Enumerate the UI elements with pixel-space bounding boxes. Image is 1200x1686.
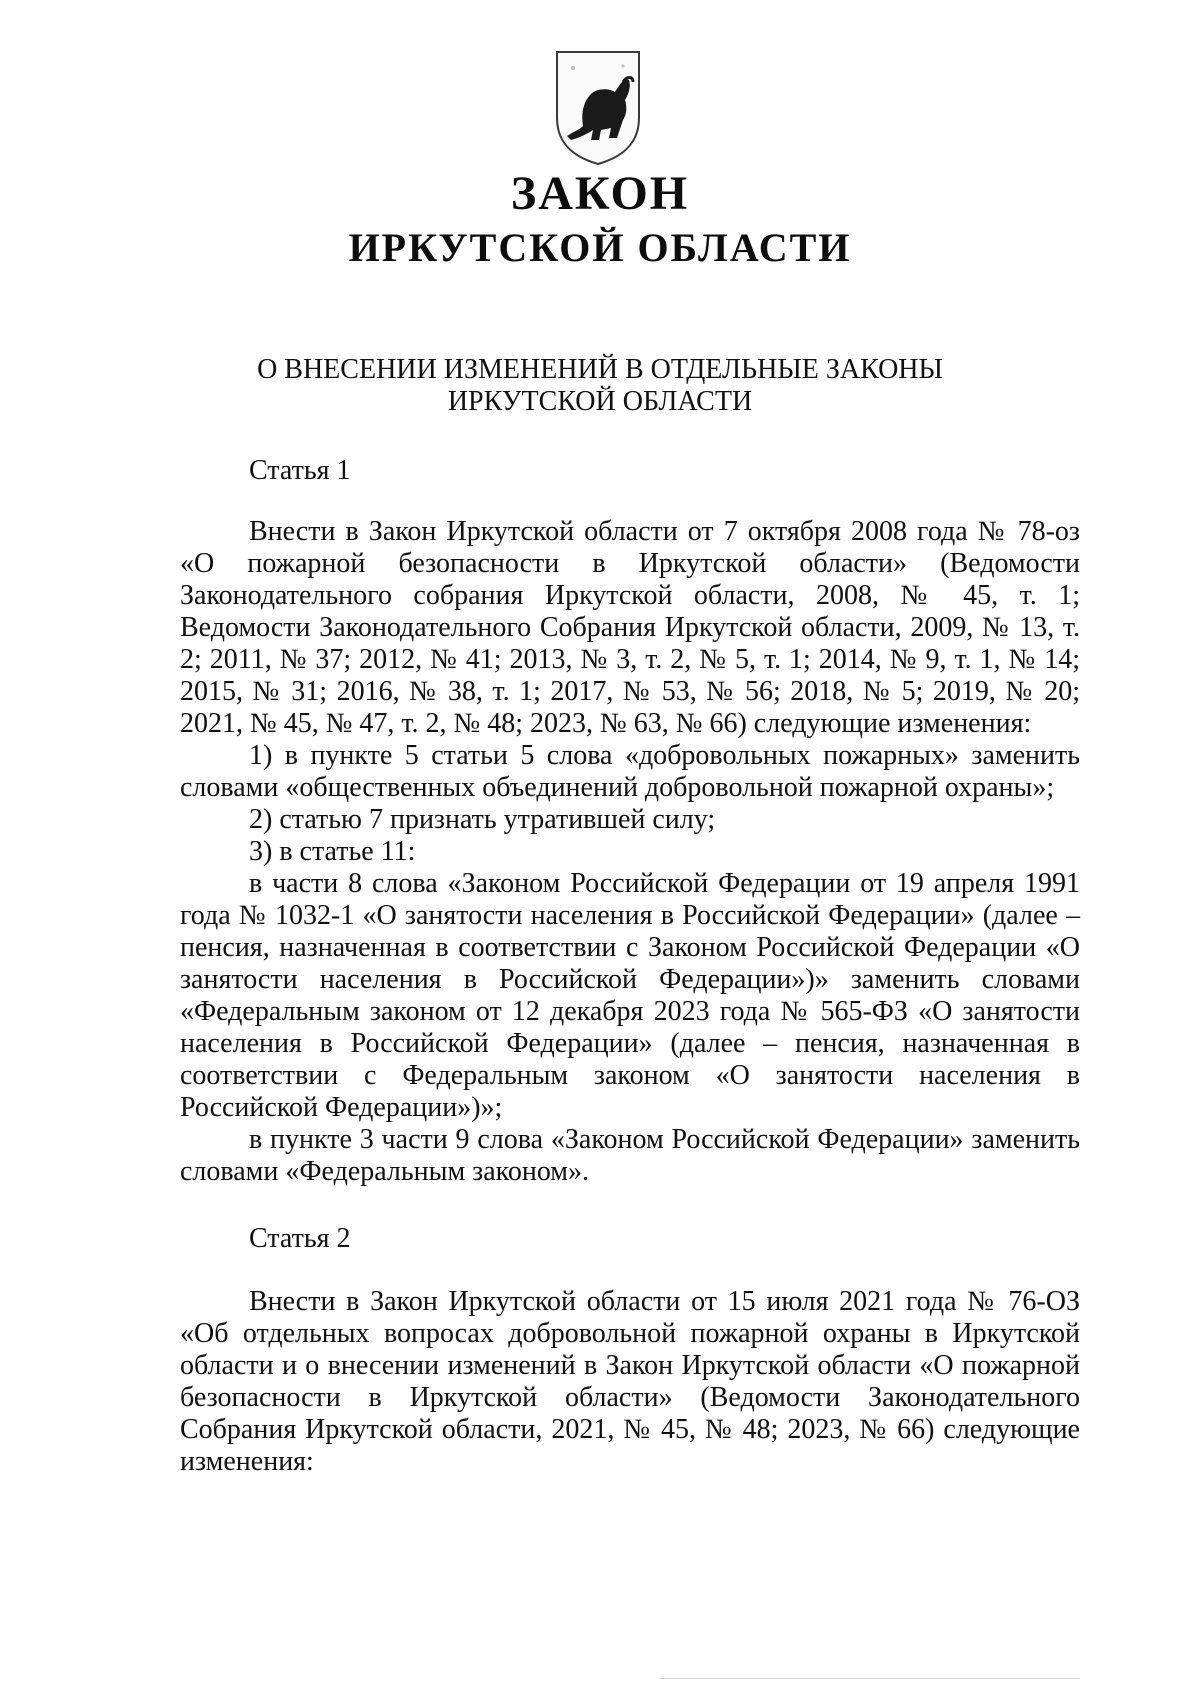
sable-emblem-icon xyxy=(553,48,643,166)
article-1-intro xyxy=(180,516,1080,740)
article-1-item-3 xyxy=(180,836,1080,868)
article-1-item-3-text: 3) в статье 11: xyxy=(249,836,416,867)
article-2-intro xyxy=(180,1286,1080,1478)
document-title-region: ИРКУТСКОЙ ОБЛАСТИ xyxy=(348,225,852,270)
article-2-intro-text: Внести в Закон Иркутской области от 15 июля 2021 года № 76-ОЗ «Об отдельных вопросах добровольной пожарной охраны в Иркутской области и о внесении изменений в Закон Иркутской области «О пожарной безопасности в Иркутской области» (Ведомости Законодательного Собрания Иркутской области, 2021, № 45, № 48; 2023, № 66) следующие изменения: xyxy=(180,1286,1080,1477)
article-1-item-2 xyxy=(180,804,1080,836)
scan-artifact-line xyxy=(660,1678,1080,1679)
article-1-item-1-text: 1) в пункте 5 статьи 5 слова «добровольных пожарных» заменить словами «общественных объединений добровольной пожарной охраны»; xyxy=(180,740,1080,803)
article-1-item-3a xyxy=(180,868,1080,1124)
article-1-heading: Статья 1 xyxy=(249,455,351,486)
article-1-item-3a-text: в части 8 слова «Законом Российской Федерации от 19 апреля 1991 года № 1032-1 «О занятости населения в Российской Федерации» (далее – пенсия, назначенная в соответствии с Законом Российской Федерации «О занятости населения в Российской Федерации»)» заменить словами «Федеральным законом от 12 декабря 2023 года № 565-ФЗ «О занятости населения в Российской Федерации» (далее – пенсия, назначенная в соответствии с Федеральным законом «О занятости населения в Российской Федерации»)»; xyxy=(180,868,1080,1123)
article-1-intro-text: Внести в Закон Иркутской области от 7 октября 2008 года № 78-оз «О пожарной безопасности в Иркутской области» (Ведомости Законодательного собрания Иркутской области, 2008, № 45, т. 1; Ведомости Законодательного Собрания Иркутской области, 2009, № 13, т. 2; 2011, № 37; 2012, № 41; 2013, № 3, т. 2, № 5, т. 1; 2014, № 9, т. 1, № 14; 2015, № 31; 2016, № 38, т. 1; 2017, № 53, № 56; 2018, № 5; 2019, № 20; 2021, № 45, № 47, т. 2, № 48; 2023, № 63, № 66) следующие изменения: xyxy=(180,516,1080,739)
article-2-heading: Статья 2 xyxy=(249,1223,351,1254)
article-1-item-3b xyxy=(180,1124,1080,1188)
document-subtitle: О ВНЕСЕНИИ ИЗМЕНЕНИЙ В ОТДЕЛЬНЫЕ ЗАКОНЫ xyxy=(257,354,943,385)
document-title: ЗАКОН xyxy=(510,167,690,220)
document-subtitle-line2: ИРКУТСКОЙ ОБЛАСТИ xyxy=(447,386,753,417)
article-1-item-1 xyxy=(180,740,1080,804)
article-1-item-2-text: 2) статью 7 признать утратившей силу; xyxy=(249,804,716,835)
article-1-item-3b-text: в пункте 3 части 9 слова «Законом Российской Федерации» заменить словами «Федеральным законом». xyxy=(180,1124,1080,1187)
